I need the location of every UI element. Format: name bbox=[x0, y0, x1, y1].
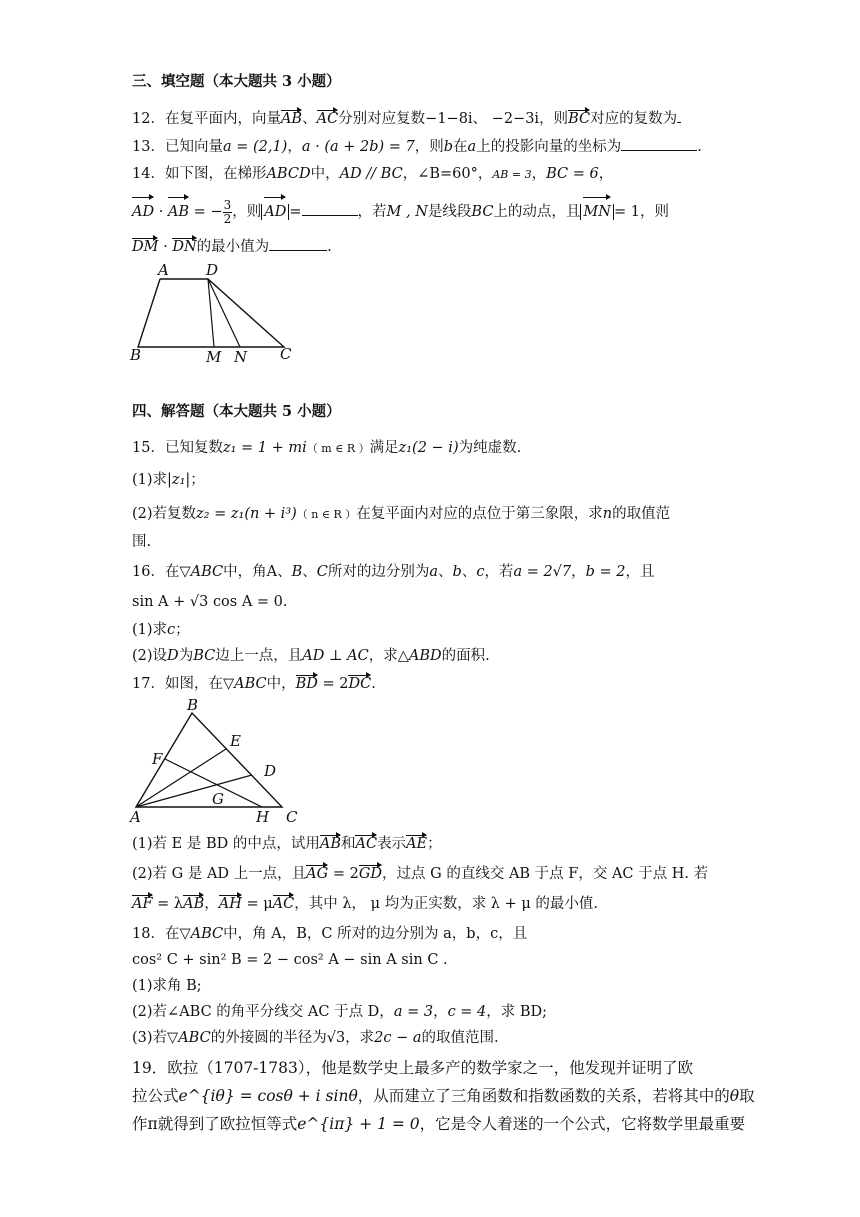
q15-p1-text: (1)求 bbox=[132, 472, 168, 488]
question-14-line-1 bbox=[132, 164, 613, 185]
q14-text4: ，若 bbox=[357, 204, 387, 220]
label-d: D bbox=[264, 762, 277, 780]
label-c: C bbox=[286, 808, 298, 826]
vector-ac-4: AC bbox=[272, 896, 295, 912]
question-16-part-2 bbox=[132, 646, 490, 666]
q13-text: 已知向量 bbox=[164, 139, 223, 155]
q12-answer-blank[interactable] bbox=[677, 108, 681, 123]
question-18-part-3 bbox=[132, 1028, 499, 1048]
vector-ae: AE bbox=[406, 836, 428, 852]
q14-number: 14． bbox=[132, 166, 165, 182]
q16-sep4: 、 bbox=[461, 564, 477, 580]
q19-euler-identity: e^{iπ} + 1 = 0 bbox=[297, 1115, 420, 1133]
q16-text4: ，若 bbox=[484, 564, 514, 580]
q19-text5: 作 bbox=[132, 1115, 148, 1133]
label-n: N bbox=[234, 348, 248, 366]
q17-p2-text3: ，其中 λ， μ 均为正实数，求 λ + μ 的最小值. bbox=[294, 896, 598, 912]
question-17-part-1 bbox=[132, 834, 442, 854]
q14-text5: 是线段 bbox=[427, 204, 472, 220]
question-15-part-1 bbox=[132, 470, 205, 490]
q16-a-value: a = 2√7 bbox=[513, 564, 572, 580]
q16-angle-a: A bbox=[266, 564, 278, 580]
q14-dot: · bbox=[154, 204, 168, 220]
q14-bc: BC = 6 bbox=[546, 166, 599, 182]
q15-p1-abs: |z₁| bbox=[167, 472, 191, 488]
vector-ab-4: AB bbox=[183, 896, 205, 912]
q14-mn: M , N bbox=[386, 204, 428, 220]
q17-end: . bbox=[371, 676, 376, 692]
question-18-equation: cos² C + sin² B = 2 − cos² A − sin A sin C . bbox=[132, 952, 448, 968]
q17-text2: 中， bbox=[266, 676, 296, 692]
question-18 bbox=[132, 924, 527, 944]
q18-p2-sep: ， bbox=[433, 1004, 448, 1020]
q14-sep4: ， bbox=[598, 166, 614, 182]
label-b: B bbox=[130, 346, 142, 364]
q18-p3-text: (3)若 bbox=[132, 1030, 168, 1046]
q12-complex-values: −1−8i、 −2−3i bbox=[425, 111, 540, 127]
question-15-part-2-cont: 围. bbox=[132, 534, 152, 550]
question-14-line-3 bbox=[132, 236, 332, 257]
q13-number: 13． bbox=[132, 139, 165, 155]
q16-p2-text5: 的面积. bbox=[441, 648, 490, 664]
q18-p3-expr: 2c − a bbox=[374, 1030, 422, 1046]
q16-triangle: ▽ABC bbox=[179, 564, 224, 580]
question-14-line-2 bbox=[132, 196, 669, 228]
q17-p1-text3: 表示 bbox=[377, 836, 407, 852]
q18-p3-triangle: ▽ABC bbox=[167, 1030, 211, 1046]
question-15 bbox=[132, 438, 521, 459]
question-12 bbox=[132, 108, 681, 129]
vector-ah: AH bbox=[218, 896, 242, 912]
q16-p1-end: ； bbox=[175, 622, 190, 638]
q16-angle-c: C bbox=[316, 564, 328, 580]
q14-sep3: ， bbox=[531, 166, 547, 182]
q16-p2-text2: 为 bbox=[178, 648, 194, 664]
q15-condition: （ m ∈ R ） bbox=[306, 442, 370, 455]
q14-eq: = − bbox=[189, 204, 223, 220]
q14-abcd: ABCD bbox=[266, 166, 311, 182]
q13-end: . bbox=[697, 139, 702, 155]
label-d: D bbox=[206, 261, 219, 279]
q17-p2-text2: ，过点 G 的直线交 AB 于点 F，交 AC 于点 H. 若 bbox=[382, 866, 709, 882]
q17-p1-text2: 和 bbox=[340, 836, 356, 852]
vector-ag: AG bbox=[306, 866, 329, 882]
vector-ab: AB bbox=[280, 111, 303, 127]
q14-sep2: ， bbox=[477, 166, 493, 182]
q14-angle: ∠B=60° bbox=[417, 166, 478, 182]
q13-vector-a: a = (2,1) bbox=[222, 139, 288, 155]
question-16-equation: sin A + √3 cos A = 0. bbox=[132, 594, 288, 610]
label-c: C bbox=[280, 345, 292, 363]
q13-sep: ， bbox=[287, 139, 302, 155]
q14-mn-length: = 1 bbox=[613, 204, 640, 220]
q14-text3: ，则 bbox=[232, 204, 262, 220]
question-19-line-2 bbox=[132, 1084, 755, 1108]
abs-mn bbox=[580, 204, 614, 220]
q13-text2: ，则 bbox=[414, 139, 444, 155]
q19-text4: 取 bbox=[739, 1087, 755, 1105]
q14-text8: 的最小值为 bbox=[196, 239, 270, 255]
q17-p1-text: (1)若 E 是 BD 的中点，试用 bbox=[132, 836, 320, 852]
trapezoid-figure bbox=[128, 260, 298, 368]
q19-text: 欧拉（1707-1783），他是数学史上最多产的数学家之一，他发现并证明了欧 bbox=[167, 1059, 694, 1077]
q16-text3: 所对的边分别为 bbox=[327, 564, 430, 580]
fraction-3-2 bbox=[223, 199, 233, 226]
q15-p2-z2: z₂ = z₁(n + i³) bbox=[196, 506, 297, 522]
q19-text3: ，从而建立了三角函数和指数函数的关系，若将其中的 bbox=[357, 1087, 730, 1105]
q15-p2-n: n bbox=[602, 506, 613, 522]
q18-text2: 中，角 A，B，C 所对的边分别为 a，b，c，且 bbox=[223, 926, 528, 942]
q15-z1: z₁ = 1 + mi bbox=[222, 440, 307, 456]
q16-angle-b: B bbox=[291, 564, 303, 580]
q17-triangle: ▽ABC bbox=[222, 676, 267, 692]
q16-text: 在 bbox=[164, 564, 180, 580]
q12-text3: ，则 bbox=[539, 111, 569, 127]
question-17-part-2 bbox=[132, 864, 708, 884]
q15-p2-text: (2)若复数 bbox=[132, 506, 197, 522]
section-4-heading: 四、解答题（本大题共 5 小题） bbox=[132, 403, 341, 420]
q16-p1-c: c bbox=[167, 622, 176, 638]
q16-p2-d: D bbox=[167, 648, 179, 664]
question-19-line-1 bbox=[132, 1056, 693, 1080]
q18-p3-text4: 的取值范围. bbox=[421, 1030, 499, 1046]
q16-sep2: 、 bbox=[302, 564, 317, 580]
q14-dot-2: · bbox=[158, 239, 173, 255]
segment-ad bbox=[136, 775, 252, 807]
vector-ad: AD bbox=[132, 196, 154, 228]
q13-answer-blank[interactable] bbox=[621, 136, 697, 151]
q18-number: 18． bbox=[132, 926, 165, 942]
q19-text7: ，它是令人着迷的一个公式，它将数学里最重要 bbox=[419, 1115, 746, 1133]
q15-text: 已知复数 bbox=[164, 440, 223, 456]
q15-number: 15． bbox=[132, 440, 165, 456]
q18-text: 在 bbox=[164, 926, 180, 942]
fraction-denominator: 2 bbox=[223, 211, 232, 226]
q17-p2-sep: ， bbox=[204, 896, 219, 912]
q13-text4: 上的投影向量的坐标为 bbox=[476, 139, 622, 155]
q16-p2-triangle: △ABD bbox=[397, 648, 442, 664]
q14-eq2: = bbox=[289, 204, 302, 220]
q16-text2: 中，角 bbox=[223, 564, 267, 580]
q15-p1-end: ； bbox=[190, 472, 205, 488]
q16-number: 16． bbox=[132, 564, 165, 580]
question-17-part-2-cont bbox=[132, 894, 598, 914]
q18-p2-c: c = 4 bbox=[447, 1004, 487, 1020]
vector-ab-3: AB bbox=[319, 836, 341, 852]
q13-a: a bbox=[467, 139, 477, 155]
label-g: G bbox=[212, 790, 224, 808]
vector-af: AF bbox=[132, 896, 153, 912]
q14-text2: 中， bbox=[310, 166, 340, 182]
q19-text6: 就得到了欧拉恒等式 bbox=[157, 1115, 298, 1133]
question-17 bbox=[132, 674, 376, 694]
q17-p2-eq: = 2 bbox=[328, 866, 359, 882]
q16-sep5: ， bbox=[571, 564, 586, 580]
q14-text6: 上的动点，且 bbox=[493, 204, 581, 220]
q17-p2-lambda: = λ bbox=[152, 896, 184, 912]
q14-text: 如下图，在梯形 bbox=[164, 166, 267, 182]
section-3-heading: 三、填空题（本大题共 3 小题） bbox=[132, 73, 341, 90]
q16-sep1: 、 bbox=[277, 564, 292, 580]
fraction-numerator: 3 bbox=[223, 197, 232, 212]
q16-p2-text: (2)设 bbox=[132, 648, 168, 664]
q12-text2: 分别对应复数 bbox=[338, 111, 426, 127]
question-16-part-1 bbox=[132, 620, 190, 640]
vector-ac-3: AC bbox=[355, 836, 378, 852]
q17-p2-text: (2)若 G 是 AD 上一点，且 bbox=[132, 866, 307, 882]
q14-parallel: AD // BC bbox=[339, 166, 403, 182]
q16-p2-text3: 边上一点，且 bbox=[215, 648, 303, 664]
q18-p2-text2: ，求 BD; bbox=[486, 1004, 548, 1020]
q18-p2-a: a = 3 bbox=[393, 1004, 434, 1020]
q15-expression: z₁(2 − i) bbox=[398, 440, 459, 456]
q16-p1-text: (1)求 bbox=[132, 622, 168, 638]
q18-p3-text2: 的外接圆的半径为 bbox=[210, 1030, 327, 1046]
q14-sep: ， bbox=[402, 166, 418, 182]
vector-dc: DC bbox=[348, 676, 372, 692]
q12-text4: 对应的复数为 bbox=[590, 111, 678, 127]
vector-ac: AC bbox=[316, 111, 339, 127]
question-18-part-2 bbox=[132, 1002, 547, 1022]
q19-number: 19． bbox=[132, 1059, 168, 1077]
q16-sep3: 、 bbox=[438, 564, 453, 580]
label-m: M bbox=[206, 348, 222, 366]
q18-p3-text3: ，求 bbox=[345, 1030, 375, 1046]
vector-ab-2: AB bbox=[168, 196, 189, 228]
q15-p2-text2: 在复平面内对应的点位于第三象限，求 bbox=[356, 506, 603, 522]
q16-side-b: b bbox=[452, 564, 462, 580]
label-f: F bbox=[152, 750, 163, 768]
q18-triangle: ▽ABC bbox=[179, 926, 224, 942]
q19-euler-formula: e^{iθ} = cosθ + i sinθ bbox=[178, 1087, 358, 1105]
q13-dot-condition: a · (a + 2b) = 7 bbox=[301, 139, 415, 155]
q14-blank-1[interactable] bbox=[302, 201, 358, 216]
q17-text: 如图，在 bbox=[164, 676, 223, 692]
question-13 bbox=[132, 136, 702, 157]
label-a: A bbox=[130, 808, 141, 826]
label-a: A bbox=[158, 261, 169, 279]
vector-bd: BD bbox=[295, 676, 318, 692]
q16-p2-text4: ，求 bbox=[368, 648, 398, 664]
q13-text3: 在 bbox=[453, 139, 468, 155]
q14-ab: AB = 3 bbox=[492, 168, 532, 181]
q18-p3-radius: √3 bbox=[326, 1030, 346, 1046]
label-h: H bbox=[256, 808, 270, 826]
q14-end: . bbox=[327, 239, 332, 255]
q17-number: 17． bbox=[132, 676, 165, 692]
q19-text2: 拉公式 bbox=[132, 1087, 179, 1105]
question-19-line-3 bbox=[132, 1112, 745, 1136]
question-15-part-2 bbox=[132, 504, 670, 525]
question-18-part-1: (1)求角 B; bbox=[132, 978, 202, 994]
label-b: B bbox=[187, 698, 199, 714]
vector-gd: GD bbox=[358, 866, 383, 882]
q18-p2-text: (2)若∠ABC 的角平分线交 AC 于点 D， bbox=[132, 1004, 394, 1020]
q15-p2-text3: 的取值范 bbox=[612, 506, 671, 522]
vector-dn: DN bbox=[172, 239, 197, 255]
question-16 bbox=[132, 562, 655, 582]
q16-side-c: c bbox=[476, 564, 485, 580]
q15-p2-cond: （ n ∈ R ） bbox=[296, 508, 357, 521]
vector-bc: BC bbox=[568, 111, 591, 127]
q12-sep: 、 bbox=[302, 111, 317, 127]
q16-b-value: b = 2 bbox=[585, 564, 626, 580]
q14-bc-segment: BC bbox=[471, 204, 494, 220]
q16-p2-bc: BC bbox=[193, 648, 216, 664]
label-e: E bbox=[230, 732, 241, 750]
q12-number: 12． bbox=[132, 111, 165, 127]
q15-text3: 为纯虚数. bbox=[458, 440, 522, 456]
q12-text: 在复平面内，向量 bbox=[164, 111, 281, 127]
vector-dm: DM bbox=[132, 239, 159, 255]
q17-eq: = 2 bbox=[317, 676, 349, 692]
vector-ad-abs: AD bbox=[264, 196, 286, 228]
q19-theta: θ bbox=[729, 1087, 740, 1105]
q17-p1-end: ； bbox=[427, 836, 442, 852]
q15-text2: 满足 bbox=[369, 440, 399, 456]
q16-p2-perp: AD ⊥ AC bbox=[302, 648, 369, 664]
q16-side-a: a bbox=[429, 564, 439, 580]
q14-text7: ，则 bbox=[639, 204, 669, 220]
q14-blank-2[interactable] bbox=[269, 236, 327, 251]
triangle-figure bbox=[128, 698, 308, 828]
vector-mn: MN bbox=[583, 196, 611, 228]
q19-pi: π bbox=[147, 1115, 158, 1133]
abs-ad bbox=[261, 204, 289, 220]
q17-p2-mu: = μ bbox=[241, 896, 273, 912]
q16-text5: ，且 bbox=[625, 564, 655, 580]
q13-b: b bbox=[443, 139, 454, 155]
